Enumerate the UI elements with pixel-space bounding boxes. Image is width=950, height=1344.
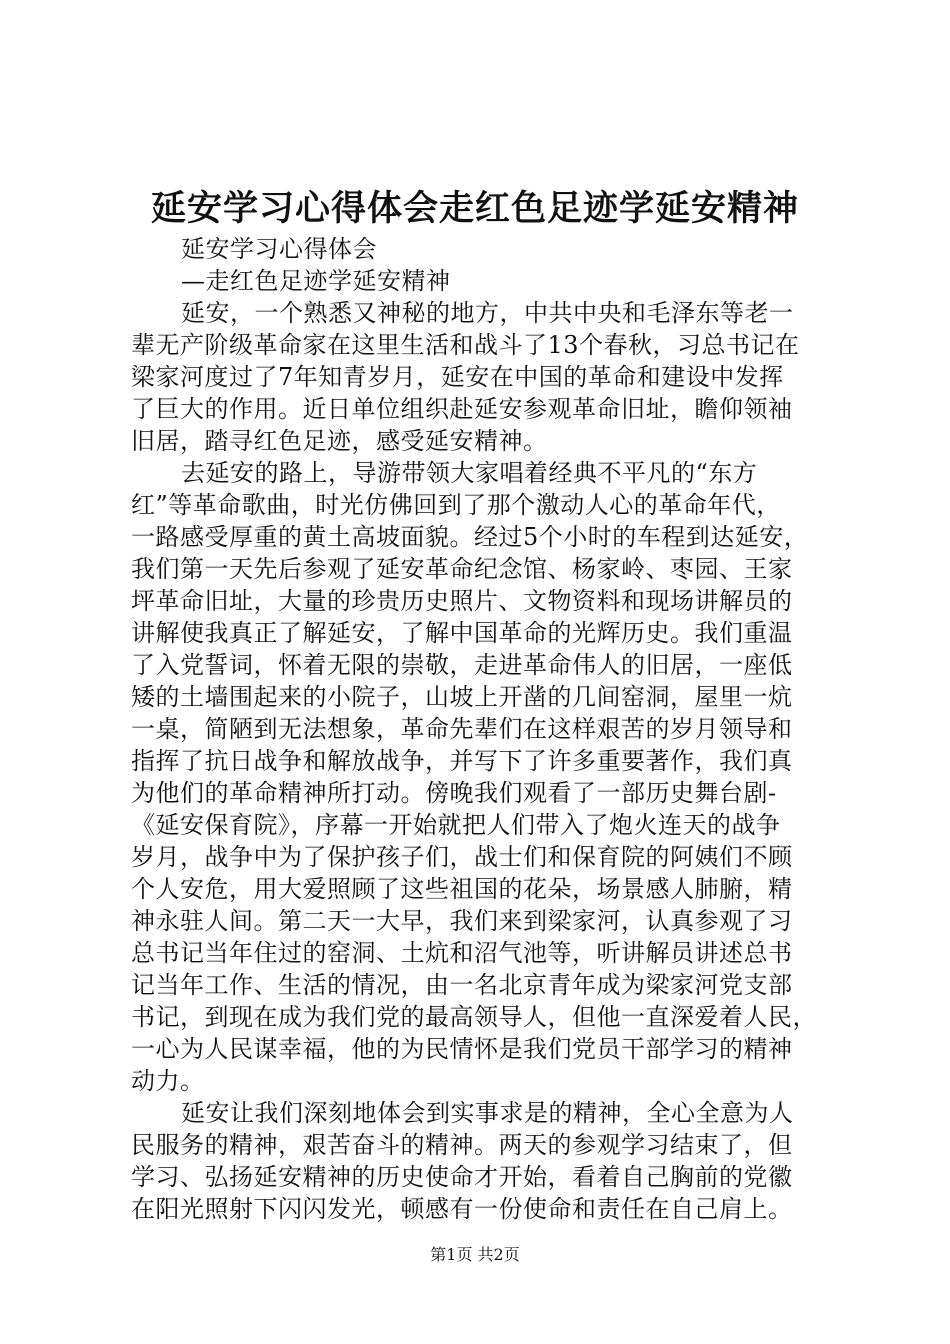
paragraph-line: 延安让我们深刻地体会到实事求是的精神，全心全意为人 <box>181 1099 794 1127</box>
paragraph-line: 动力。 <box>131 1067 205 1095</box>
paragraph-line: 个人安危，用大爱照顾了这些祖国的花朵，场景感人肺腑，精 <box>131 875 793 903</box>
paragraph-line: 一路感受厚重的黄土高坡面貌。经过5个小时的车程到达延安， <box>131 523 809 551</box>
paragraph-line: 为他们的革命精神所打动。傍晚我们观看了一部历史舞台剧- <box>131 779 777 807</box>
paragraph-line: 民服务的精神，艰苦奋斗的精神。两天的参观学习结束了，但 <box>131 1131 793 1159</box>
paragraph-line: 书记，到现在成为我们党的最高领导人，但他一直深爱着人民， <box>131 1003 817 1031</box>
document-body <box>131 233 831 1225</box>
paragraph-list <box>131 297 831 1225</box>
paragraph-line: 一心为人民谋幸福，他的为民情怀是我们党员干部学习的精神 <box>131 1035 793 1063</box>
paragraph-line: 总书记当年住过的窑洞、土炕和沼气池等，听讲解员讲述总书 <box>131 939 793 967</box>
document-title: 延安学习心得体会走红色足迹学延安精神 <box>150 188 799 229</box>
paragraph-line: 指挥了抗日战争和解放战争，并写下了许多重要著作，我们真 <box>131 747 793 775</box>
paragraph-line: 岁月，战争中为了保护孩子们，战士们和保育院的阿姨们不顾 <box>131 843 793 871</box>
paragraph-line: 矮的土墙围起来的小院子，山坡上开凿的几间窑洞，屋里一炕 <box>131 683 793 711</box>
paragraph-line: 红”等革命歌曲，时光仿佛回到了那个激动人心的革命年代， <box>131 491 781 519</box>
subtitle-line: 延安学习心得体会 <box>181 235 377 263</box>
paragraph-line: 了巨大的作用。近日单位组织赴延安参观革命旧址，瞻仰领袖 <box>131 395 793 423</box>
page-footer: 第1页 共2页 <box>430 1245 520 1264</box>
paragraph-line: 去延安的路上，导游带领大家唱着经典不平凡的“东方 <box>181 459 758 487</box>
paragraph-line: 旧居，踏寻红色足迹，感受延安精神。 <box>131 427 548 455</box>
paragraph-line: 在阳光照射下闪闪发光，顿感有一份使命和责任在自己肩上。 <box>131 1195 793 1223</box>
paragraph <box>131 1097 831 1225</box>
paragraph-line: 我们第一天先后参观了延安革命纪念馆、杨家岭、枣园、王家 <box>131 555 793 583</box>
paragraph-line: 神永驻人间。第二天一大早，我们来到梁家河，认真参观了习 <box>131 907 793 935</box>
paragraph <box>131 457 831 1097</box>
paragraph-line: 梁家河度过了7年知青岁月，延安在中国的革命和建设中发挥 <box>131 363 784 391</box>
paragraph-line: 了入党誓词，怀着无限的崇敬，走进革命伟人的旧居，一座低 <box>131 651 793 679</box>
paragraph-line: 学习、弘扬延安精神的历史使命才开始，看着自己胸前的党徽 <box>131 1163 793 1191</box>
paragraph-line: 《延安保育院》，序幕一开始就把人们带入了炮火连天的战争 <box>131 811 781 839</box>
subtitle-line: —走红色足迹学延安精神 <box>181 267 451 295</box>
paragraph-line: 延安，一个熟悉又神秘的地方，中共中央和毛泽东等老一 <box>181 299 794 327</box>
paragraph <box>131 297 831 457</box>
paragraph-line: 一桌，简陋到无法想象，革命先辈们在这样艰苦的岁月领导和 <box>131 715 793 743</box>
paragraph-line: 记当年工作、生活的情况，由一名北京青年成为梁家河党支部 <box>131 971 793 999</box>
paragraph-line: 坪革命旧址，大量的珍贵历史照片、文物资料和现场讲解员的 <box>131 587 793 615</box>
paragraph-line: 讲解使我真正了解延安，了解中国革命的光辉历史。我们重温 <box>131 619 793 647</box>
paragraph-line: 辈无产阶级革命家在这里生活和战斗了13个春秋，习总书记在 <box>131 331 800 359</box>
